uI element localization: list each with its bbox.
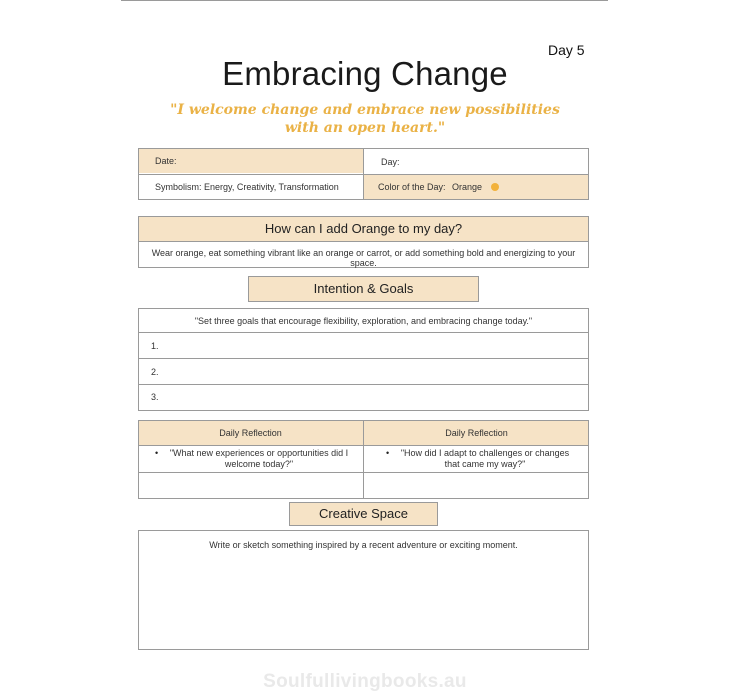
goals-divider-2 (138, 358, 589, 359)
reflection-question-left-line1: "What new experiences or opportunities did I (169, 448, 349, 458)
reflection-divider-1 (138, 445, 589, 446)
bullet-icon: • (386, 448, 390, 458)
bullet-icon: • (155, 448, 159, 458)
reflection-answer-left[interactable] (139, 473, 363, 498)
color-of-day-value: Orange (452, 182, 483, 192)
watermark: Soulfullivingbooks.au (263, 671, 467, 692)
goal-item-3[interactable]: 3. (151, 392, 159, 402)
symbolism-text: Symbolism: Energy, Creativity, Transformation (155, 182, 339, 192)
goal-item-1[interactable]: 1. (151, 341, 159, 351)
goals-prompt: "Set three goals that encourage flexibility, exploration, and embracing change today." (194, 316, 533, 326)
info-table-col-divider (363, 148, 364, 200)
reflection-question-left-line2: welcome today?" (224, 459, 294, 469)
reflection-header-left: Daily Reflection (219, 428, 282, 438)
reflection-question-right (395, 448, 575, 470)
orange-dot-icon (491, 183, 499, 191)
day-number: Day 5 (548, 42, 585, 58)
orange-section-heading: How can I add Orange to my day? (139, 217, 588, 241)
creative-prompt: Write or sketch something inspired by a recent adventure or exciting moment. (209, 540, 518, 550)
quote-line-2: with an open heart." (284, 120, 446, 136)
goal-item-2[interactable]: 2. (151, 367, 159, 377)
reflection-question-left (164, 448, 354, 470)
date-label: Date: (155, 156, 177, 166)
quote-line-1: "I welcome change and embrace new possibilities (170, 102, 560, 118)
creative-heading: Creative Space (289, 502, 438, 526)
reflection-header-right: Daily Reflection (445, 428, 508, 438)
page-title: Embracing Change (222, 55, 508, 92)
reflection-question-right-line1: "How did I adapt to challenges or changes (400, 448, 570, 458)
orange-section-text: Wear orange, eat something vibrant like an orange or carrot, or add something bold and energizing to your space. (151, 248, 576, 268)
color-of-day (378, 182, 499, 192)
goals-divider-1 (138, 332, 589, 333)
reflection-answer-right[interactable] (364, 473, 588, 498)
affirmation-quote (0, 101, 730, 137)
goals-divider-3 (138, 384, 589, 385)
intention-heading: Intention & Goals (248, 276, 479, 302)
top-divider (121, 0, 608, 1)
color-of-day-label: Color of the Day: (378, 182, 446, 192)
orange-section-divider (138, 241, 589, 242)
reflection-question-right-line2: that came my way?" (444, 459, 526, 469)
day-label: Day: (381, 157, 400, 167)
